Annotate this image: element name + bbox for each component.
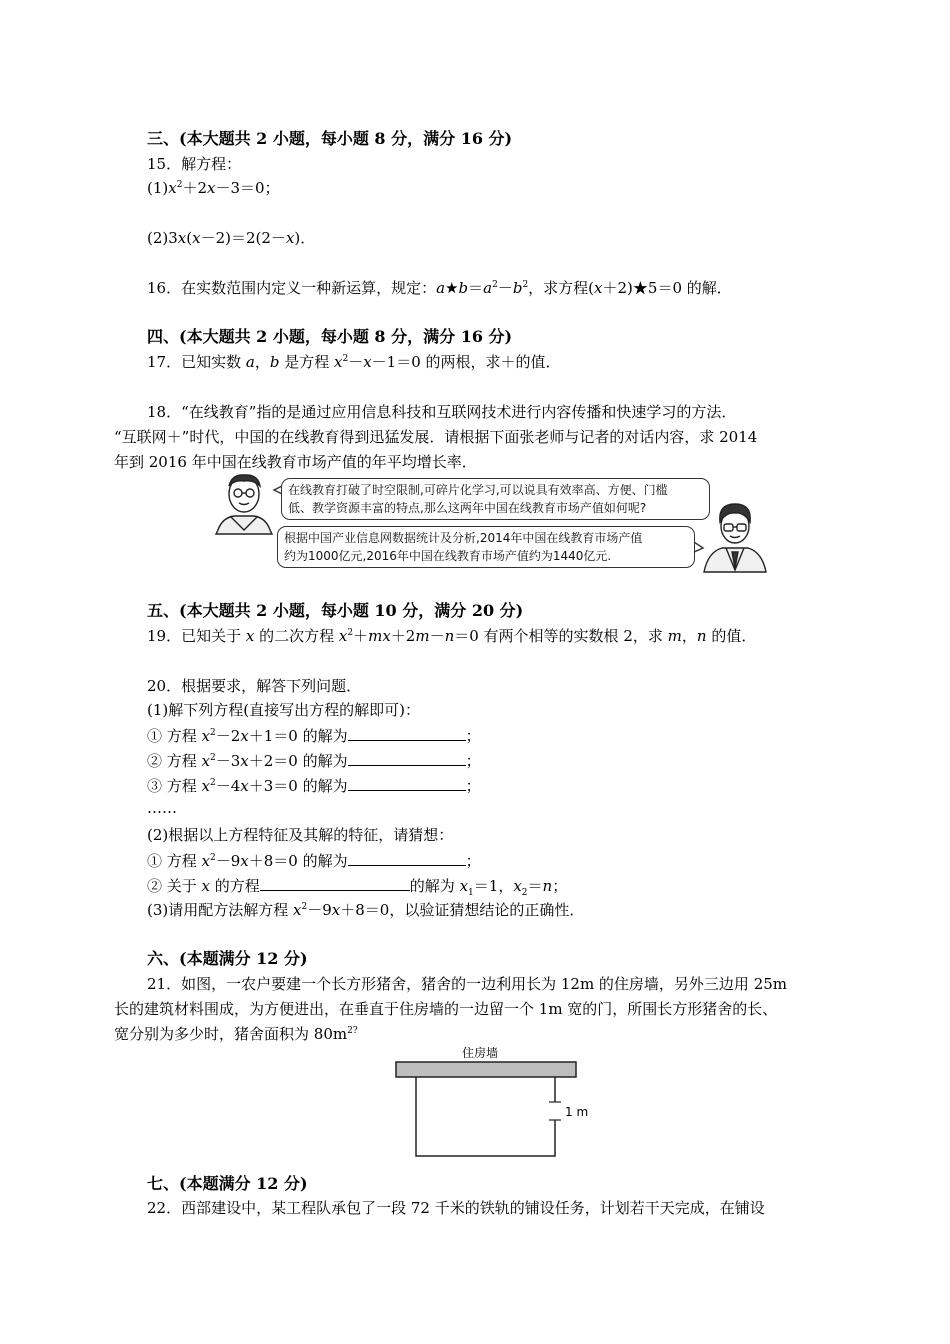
answer-blank [260,875,410,891]
dialogue-illustration [210,472,775,576]
q22-line1: 22．西部建设中，某工程队承包了一段 72 千米的铁轨的铺设任务，计划若干天完成，在铺设 [147,1199,765,1217]
teacher-speech-line2: 低、教学资源丰富的特点,那么这两年中国在线教育市场产值如何呢? [288,501,647,515]
answer-blank [348,750,466,766]
q21-line3: 宽分别为多少时，猪舍面积为 $80m^{2?}$ [114,1025,358,1043]
q20-ellipsis: …… [147,799,177,817]
house-wall [396,1062,576,1077]
fence [416,1077,555,1156]
q20-eq1: ① 方程 $x^2-2x+1=0$ 的解为 ； [147,727,481,745]
teacher-speech-bubble [281,478,710,520]
q21-line2: 长的建筑材料围成，为方便进出，在垂直于住房墙的一边留一个 1m 宽的门，所围长方形猪舍的长、 [114,1000,778,1018]
section-4-heading: 四、(本大题共 2 小题，每小题 8 分，满分 16 分) [147,327,513,346]
reporter-figure [704,504,766,572]
section-6-heading: 六、(本题满分 12 分) [147,949,308,968]
q20-eq3: ③ 方程 $x^2-4x+3=0$ 的解为 ； [147,777,481,795]
q21-line1: 21．如图，一农户要建一个长方形猪舍，猪舍的一边利用长为 12m 的住房墙，另外三边用 25m [147,975,788,993]
q20-guess2: ② 关于 x 的方程 的解为 $x_1=1$，$x_2=n$； [147,877,568,898]
answer-blank [348,775,466,791]
teacher-figure [216,475,272,534]
section-7-heading: 七、(本题满分 12 分) [147,1174,308,1193]
q20-eq2: ② 方程 $x^2-3x+2=0$ 的解为 ； [147,752,481,770]
answer-blank [348,725,466,741]
q18-line1: 18．“在线教育”指的是通过应用信息科技和互联网技术进行内容传播和快速学习的方法． [147,403,737,421]
wall-label: 住房墙 [462,1046,499,1060]
q15-part2: (2)3x(x－2)＝2(2－x)． [147,229,316,247]
section-5-heading: 五、(本大题共 2 小题，每小题 10 分，满分 20 分) [147,601,524,620]
door-width-label: 1 m [565,1105,589,1119]
q15-part1: $(1)x^2+2x-3=0$； [147,179,280,197]
teacher-speech-line1: 在线教育打破了时空限制,可碎片化学习,可以说具有效率高、方便、门槛 [288,483,668,497]
section-3-heading: 三、(本大题共 2 小题，每小题 8 分，满分 16 分) [147,129,513,148]
q20-part1: (1)解下列方程(直接写出方程的解即可)： [147,701,420,719]
pigsty-diagram [390,1042,600,1160]
q18-line2: “互联网＋”时代，中国的在线教育得到迅猛发展．请根据下面张老师与记者的对话内容，求 2014 [114,428,758,446]
q19: 19．已知关于 x 的二次方程 $x^2+mx+2m-n=0$ 有两个相等的实数根 2，求 m，n 的值． [147,627,757,645]
q17: 17．已知实数 a，b 是方程 $x^2-x-1=0$ 的两根，求＋的值． [147,353,561,371]
reporter-speech-line1: 根据中国产业信息网数据统计及分析,2014年中国在线教育市场产值 [284,531,643,545]
q15-stem: 15．解方程： [147,155,242,173]
q18-line3: 年到 2016 年中国在线教育市场产值的年平均增长率． [114,453,477,471]
q20-part2: (2)根据以上方程特征及其解的特征，请猜想： [147,826,454,844]
q20-stem: 20．根据要求，解答下列问题． [147,677,362,695]
q20-guess1: ① 方程 $x^2-9x+8=0$ 的解为 ； [147,852,481,870]
reporter-speech-line2: 约为1000亿元,2016年中国在线教育市场产值约为1440亿元. [284,549,612,563]
q16: 16．在实数范围内定义一种新运算，规定：$a★b=a^2-b^2$，求方程(x＋2)★5＝0 的解． [147,279,732,297]
reporter-speech-bubble [277,526,695,568]
answer-blank [348,850,466,866]
q20-part3: (3)请用配方法解方程 $x^2-9x+8=0$，以验证猜想结论的正确性． [147,901,585,919]
pigsty-drawing [390,1042,600,1160]
